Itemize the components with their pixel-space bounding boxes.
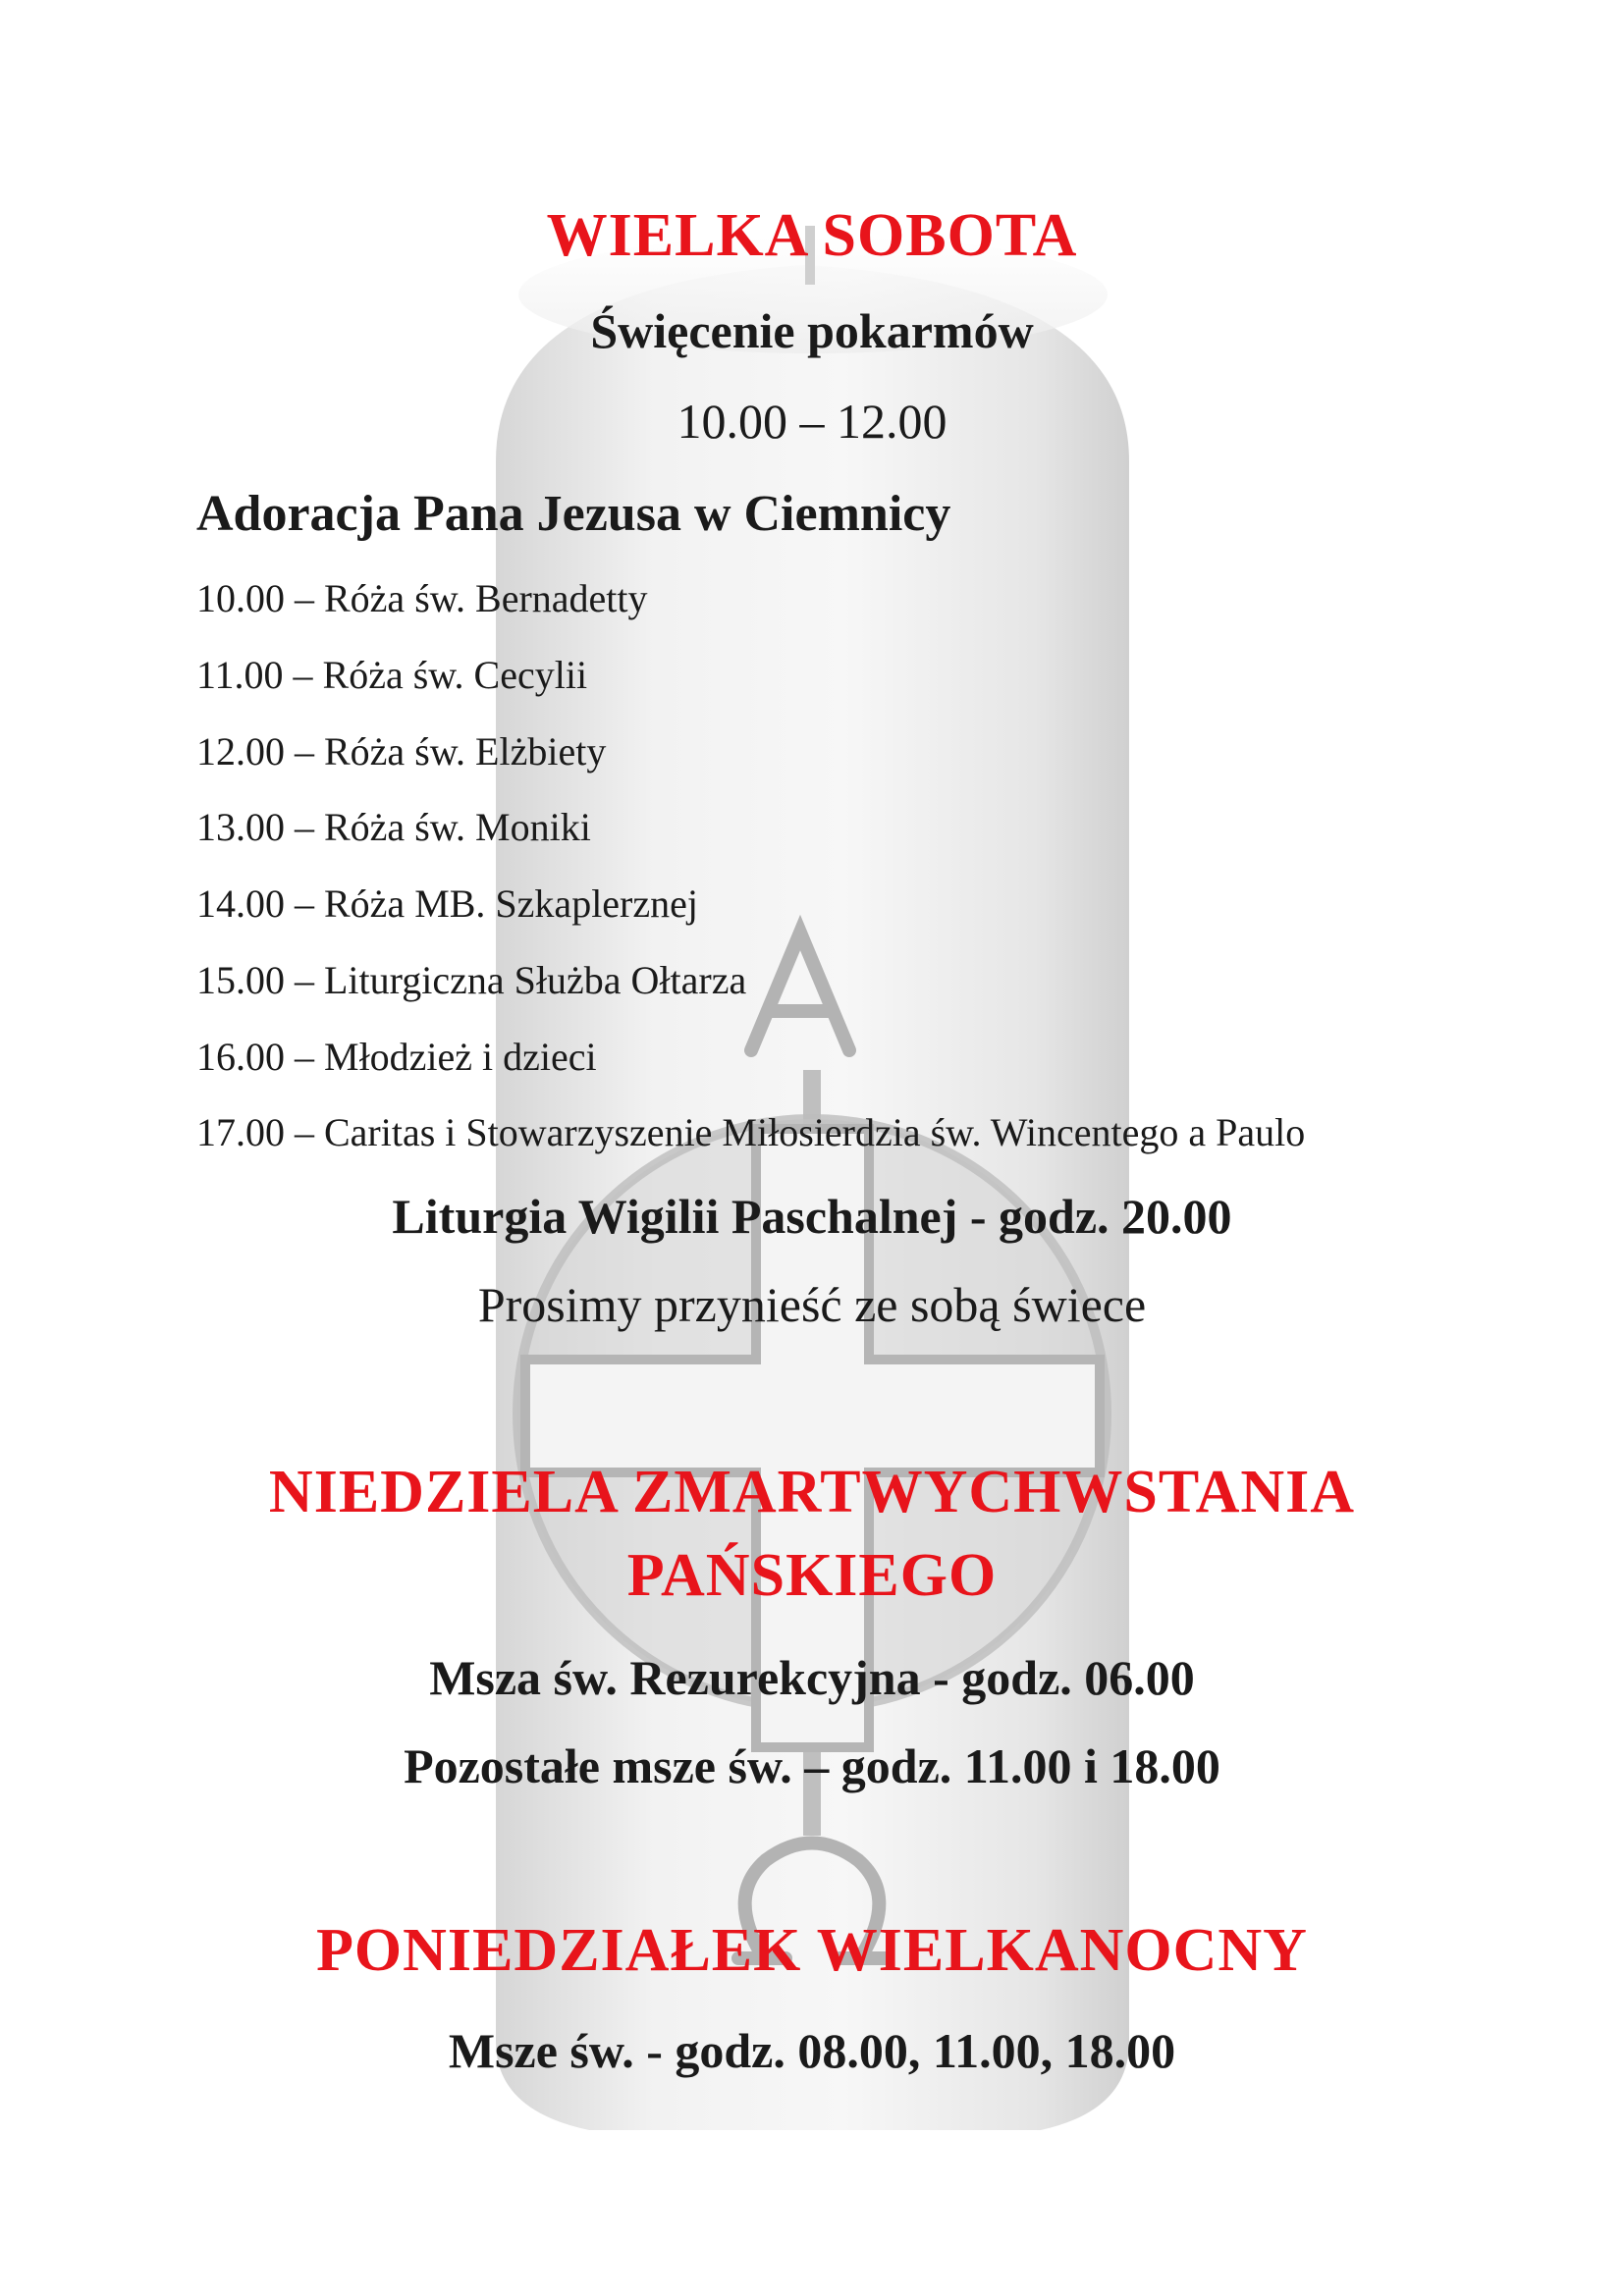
adoration-item: 12.00 – Róża św. Elżbiety	[196, 729, 607, 774]
adoration-item: 10.00 – Róża św. Bernadetty	[196, 576, 648, 620]
other-masses: Pozostałe msze św. – godz. 11.00 i 18.00	[404, 1738, 1220, 1793]
blessing-title: Święcenie pokarmów	[590, 303, 1034, 358]
sunday-title-line1: NIEDZIELA ZMARTWYCHWSTANIA	[268, 1459, 1356, 1525]
adoration-item: 14.00 – Róża MB. Szkaplerznej	[196, 881, 698, 926]
adoration-item: 15.00 – Liturgiczna Służba Ołtarza	[196, 958, 747, 1002]
monday-masses: Msze św. - godz. 08.00, 11.00, 18.00	[448, 2023, 1176, 2078]
saturday-title: WIELKA SOBOTA	[546, 202, 1078, 269]
adoration-title: Adoracja Pana Jezusa w Ciemnicy	[196, 486, 951, 542]
monday-title: PONIEDZIAŁEK WIELKANOCNY	[316, 1917, 1308, 1984]
adoration-item: 11.00 – Róża św. Cecylii	[196, 653, 588, 697]
adoration-item: 17.00 – Caritas i Stowarzyszenie Miłosierdzia św. Wincentego a Paulo	[196, 1110, 1306, 1154]
sunday-title-line2: PAŃSKIEGO	[626, 1542, 998, 1609]
resurrection-mass: Msza św. Rezurekcyjna - godz. 06.00	[429, 1650, 1195, 1705]
vigil-liturgy: Liturgia Wigilii Paschalnej - godz. 20.00	[392, 1189, 1232, 1244]
blessing-time: 10.00 – 12.00	[677, 394, 947, 449]
adoration-item: 13.00 – Róża św. Moniki	[196, 805, 591, 849]
adoration-item: 16.00 – Młodzież i dzieci	[196, 1035, 597, 1079]
candle-note: Prosimy przynieść ze sobą świece	[477, 1277, 1147, 1332]
